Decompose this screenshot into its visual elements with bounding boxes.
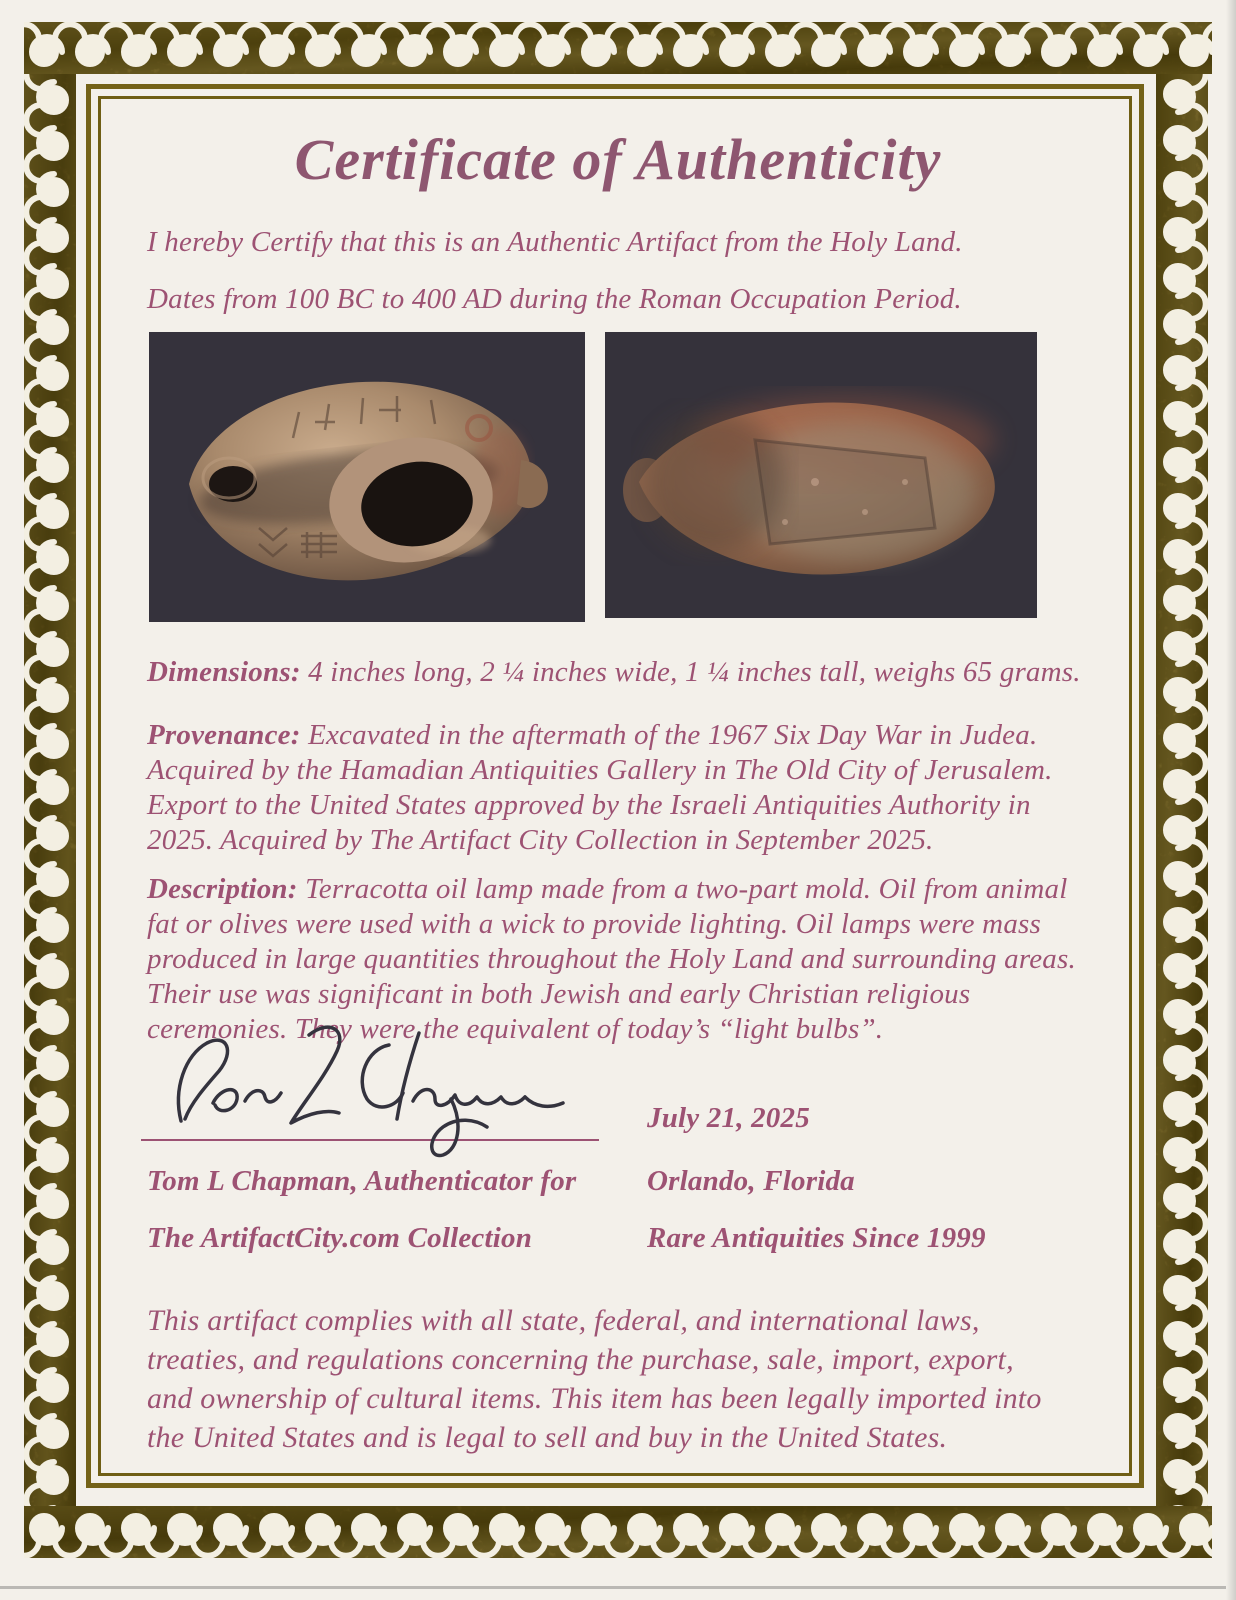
text-line: and ownership of cultural items. This item has been legally imported into xyxy=(147,1381,1042,1415)
intro-line-1: I hereby Certify that this is an Authentic Artifact from the Holy Land. xyxy=(147,225,963,258)
text-line: Acquired by the Hamadian Antiquities Gallery in The Old City of Jerusalem. xyxy=(147,753,1053,786)
signature-handwriting xyxy=(151,1011,621,1171)
greek-scroll-border-top xyxy=(24,22,1212,74)
text-line: Export to the United States approved by the Israeli Antiquities Authority in xyxy=(147,788,1031,821)
text-line xyxy=(147,718,1089,753)
artifact-photo-top-view xyxy=(149,332,585,622)
scanner-edge-shadow xyxy=(1226,0,1236,1600)
description-label: Description: xyxy=(147,872,298,905)
dimensions-text: 4 inches long, 2 ¼ inches wide, 1 ¼ inches tall, weighs 65 grams. xyxy=(308,655,1081,688)
text-line: ceremonies. They were the equivalent of today’s “light bulbs”. xyxy=(147,1012,884,1045)
provenance-line-1: Excavated in the aftermath of the 1967 Six Day War in Judea. xyxy=(308,718,1038,751)
greek-scroll-border-right xyxy=(1156,74,1208,1506)
certificate-date: July 21, 2025 xyxy=(647,1101,810,1134)
inner-gold-frame-thin xyxy=(98,96,1132,1476)
text-line xyxy=(147,872,1089,907)
legal-paragraph xyxy=(147,1301,1089,1457)
certificate-title: Certificate of Authenticity xyxy=(294,127,942,192)
intro-line-2: Dates from 100 BC to 400 AD during the Roman Occupation Period. xyxy=(147,282,962,315)
company-tagline: Rare Antiquities Since 1999 xyxy=(647,1221,986,1254)
certificate-content xyxy=(101,99,1129,1473)
signer-title-line: Tom L Chapman, Authenticator for xyxy=(147,1164,577,1197)
artifact-photos-row xyxy=(149,332,1089,622)
provenance-label: Provenance: xyxy=(147,718,301,751)
description-line-1: Terracotta oil lamp made from a two-part mold. Oil from animal xyxy=(305,872,1068,905)
scanner-edge-line xyxy=(0,1586,1236,1589)
signature-area xyxy=(147,1055,647,1141)
certificate-location: Orlando, Florida xyxy=(647,1164,855,1197)
greek-scroll-border-bottom xyxy=(24,1506,1212,1558)
greek-scroll-border-left xyxy=(24,74,76,1506)
signature-block xyxy=(147,1055,1089,1255)
artifact-photo-bottom-view xyxy=(605,332,1037,618)
text-line: This artifact complies with all state, federal, and international laws, xyxy=(147,1303,980,1337)
inner-gold-frame xyxy=(86,84,1144,1488)
text-line: the United States and is legal to sell and buy in the United States. xyxy=(147,1420,948,1454)
dimensions-paragraph xyxy=(147,656,1089,689)
collection-line: The ArtifactCity.com Collection xyxy=(147,1221,533,1254)
text-line: fat or olives were used with a wick to provide lighting. Oil lamps were mass xyxy=(147,907,1041,940)
provenance-paragraph xyxy=(147,718,1089,858)
text-line: treaties, and regulations concerning the purchase, sale, import, export, xyxy=(147,1342,1014,1376)
text-line: Their use was significant in both Jewish and early Christian religious xyxy=(147,977,971,1010)
text-line: produced in large quantities throughout the Holy Land and surrounding areas. xyxy=(147,942,1076,975)
text-line: 2025. Acquired by The Artifact City Collection in September 2025. xyxy=(147,823,934,856)
dimensions-label: Dimensions: xyxy=(147,655,301,688)
